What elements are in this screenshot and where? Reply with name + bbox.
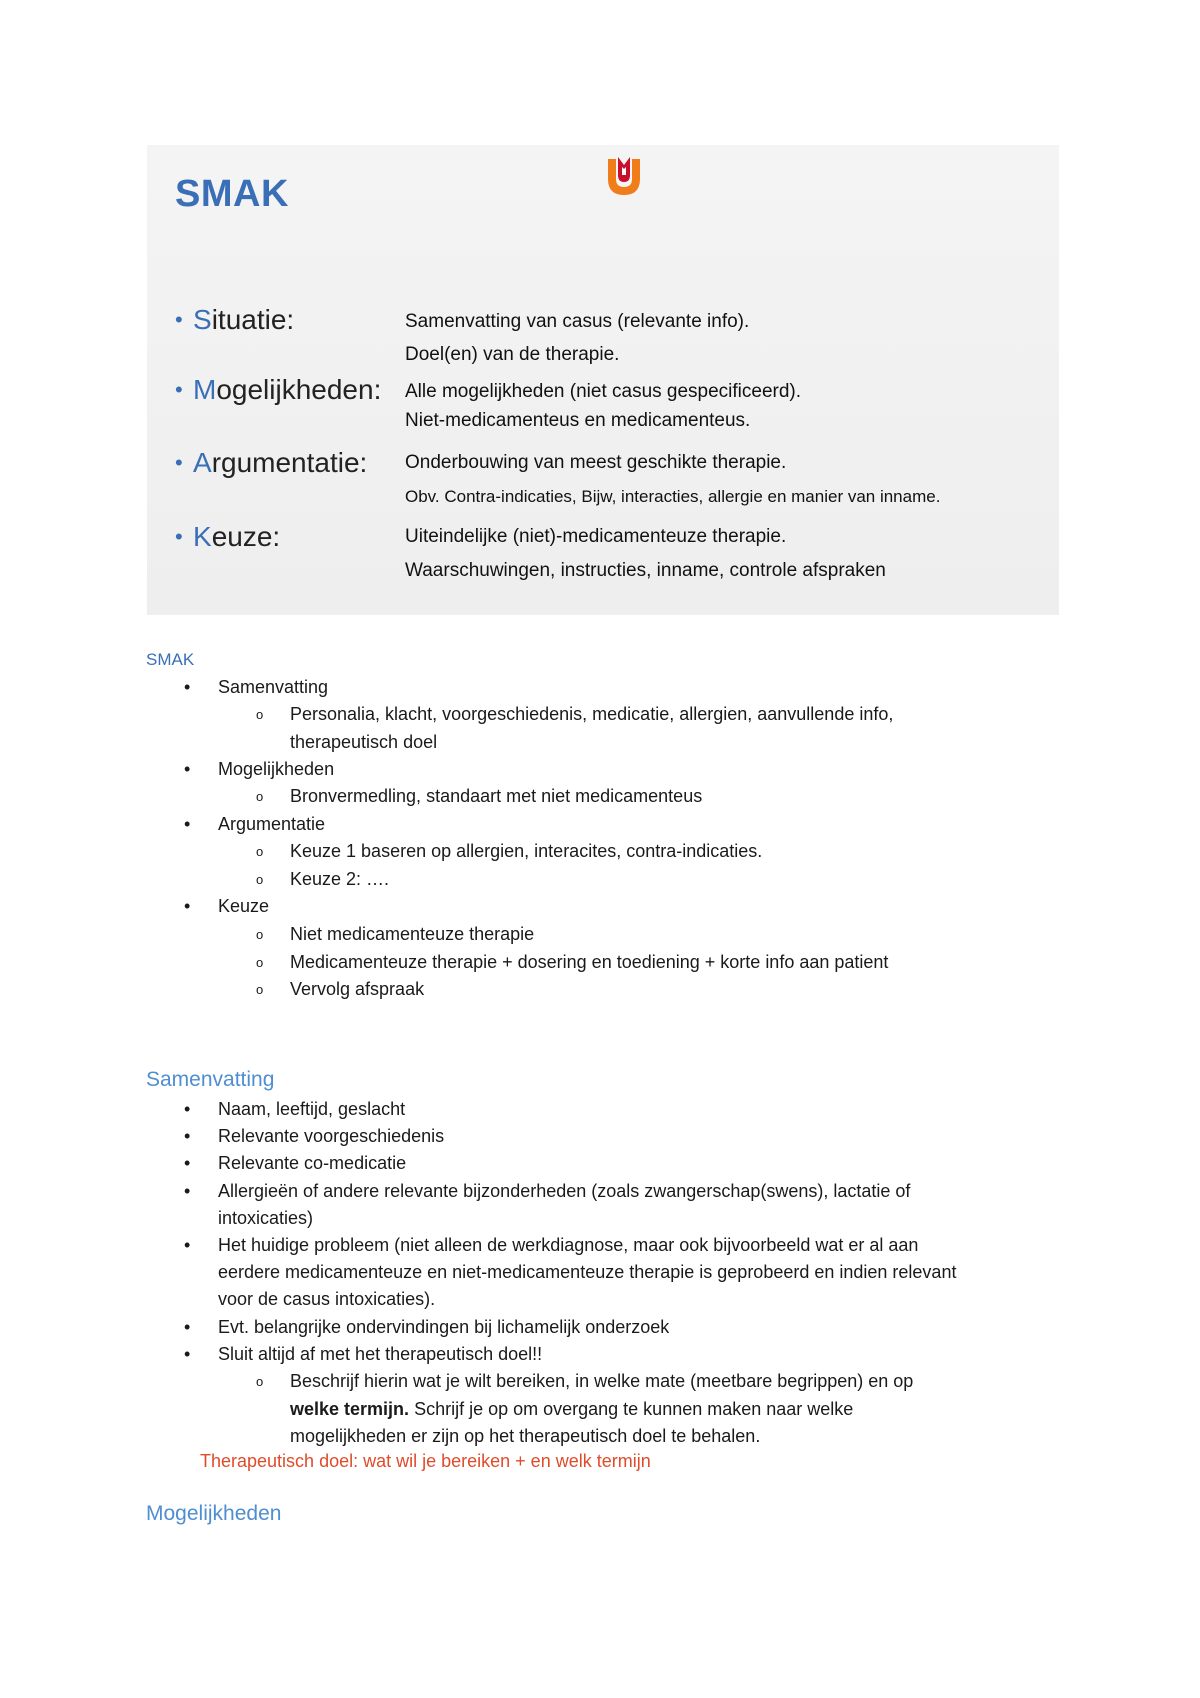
bullet-icon: • xyxy=(184,1153,191,1173)
bullet-icon: • xyxy=(184,1099,191,1119)
bullet-icon: • xyxy=(184,1235,191,1255)
sub-list-item: o Vervolg afspraak xyxy=(290,976,424,1003)
slide-bullet: • xyxy=(175,377,183,402)
slide-title: SMAK xyxy=(175,173,289,215)
slide-desc: Uiteindelijke (niet)-medicamenteuze therapie. xyxy=(405,526,787,547)
list-item-continued: voor de casus intoxicaties). xyxy=(218,1289,436,1309)
sub-list-item: o Keuze 2: …. xyxy=(290,866,389,893)
sub-list-item-continued: welke termijn. Schrijf je op om overgang te kunnen maken naar welke xyxy=(290,1399,854,1419)
list-item: • Sluit altijd af met het therapeutisch doel!! xyxy=(218,1341,542,1368)
slide-bullet: • xyxy=(175,524,183,549)
list-item: • Relevante voorgeschiedenis xyxy=(218,1123,444,1150)
circle-bullet-icon: o xyxy=(256,927,264,942)
list-item: • Keuze xyxy=(218,893,269,920)
list-item: • Het huidige probleem (niet alleen de werkdiagnose, maar ook bijvoorbeeld wat er al aan xyxy=(218,1232,918,1259)
slide-term: Argumentatie: xyxy=(193,447,368,478)
sub-list-item: o Medicamenteuze therapie + dosering en toediening + korte info aan patient xyxy=(290,949,888,976)
slide-desc: Niet-medicamenteus en medicamenteus. xyxy=(405,410,751,431)
slide-desc: Doel(en) van de therapie. xyxy=(405,344,620,365)
circle-bullet-icon: o xyxy=(256,1374,264,1389)
circle-bullet-icon: o xyxy=(256,982,264,997)
circle-bullet-icon: o xyxy=(256,872,264,887)
circle-bullet-icon: o xyxy=(256,707,264,722)
list-item: • Mogelijkheden xyxy=(218,756,334,783)
list-item: • Allergieën of andere relevante bijzonderheden (zoals zwangerschap(swens), lactatie of xyxy=(218,1178,910,1205)
slide-term: Keuze: xyxy=(193,521,281,552)
slide-bullet: • xyxy=(175,307,183,332)
list-item: • Evt. belangrijke ondervindingen bij lichamelijk onderzoek xyxy=(218,1314,669,1341)
mogelijkheden-heading: Mogelijkheden xyxy=(146,1502,282,1525)
bullet-icon: • xyxy=(184,896,191,916)
sub-list-item-continued: therapeutisch doel xyxy=(290,732,438,752)
slide-bullet: • xyxy=(175,450,183,475)
sub-list-item: o Beschrijf hierin wat je wilt bereiken, in welke mate (meetbare begrippen) en op xyxy=(290,1368,913,1395)
list-item: • Argumentatie xyxy=(218,811,325,838)
bullet-icon: • xyxy=(184,677,191,697)
samenvatting-heading: Samenvatting xyxy=(146,1068,275,1091)
slide-desc: Waarschuwingen, instructies, inname, controle afspraken xyxy=(405,560,886,581)
slide-desc: Samenvatting van casus (relevante info). xyxy=(405,311,750,332)
bullet-icon: • xyxy=(184,759,191,779)
slide-desc: Obv. Contra-indicaties, Bijw, interacties, allergie en manier van inname. xyxy=(405,487,941,506)
sub-list-item: o Personalia, klacht, voorgeschiedenis, medicatie, allergien, aanvullende info, xyxy=(290,701,893,728)
slide-desc: Onderbouwing van meest geschikte therapie. xyxy=(405,452,787,473)
slide-term: Situatie: xyxy=(193,304,295,335)
sub-list-item: o Niet medicamenteuze therapie xyxy=(290,921,534,948)
therapeutisch-doel-note: Therapeutisch doel: wat wil je bereiken + en welk termijn xyxy=(200,1451,651,1471)
bullet-icon: • xyxy=(184,1126,191,1146)
list-item: • Naam, leeftijd, geslacht xyxy=(218,1096,405,1123)
list-item: • Samenvatting xyxy=(218,674,328,701)
sub-list-item: o Keuze 1 baseren op allergien, interacites, contra-indicaties. xyxy=(290,838,762,865)
bullet-icon: • xyxy=(184,1344,191,1364)
list-item: • Relevante co-medicatie xyxy=(218,1150,406,1177)
smak-heading: SMAK xyxy=(146,650,195,669)
slide-term: Mogelijkheden: xyxy=(193,374,382,405)
bullet-icon: • xyxy=(184,1317,191,1337)
circle-bullet-icon: o xyxy=(256,844,264,859)
circle-bullet-icon: o xyxy=(256,955,264,970)
bullet-icon: • xyxy=(184,1181,191,1201)
list-item-continued: intoxicaties) xyxy=(218,1208,314,1228)
list-item-continued: eerdere medicamenteuze en niet-medicamenteuze therapie is geprobeerd en indien relevant xyxy=(218,1262,957,1282)
sub-list-item: o Bronvermedling, standaart met niet medicamenteus xyxy=(290,783,702,810)
circle-bullet-icon: o xyxy=(256,789,264,804)
slide-desc: Alle mogelijkheden (niet casus gespecificeerd). xyxy=(405,381,802,402)
bullet-icon: • xyxy=(184,814,191,834)
smak-slide-image xyxy=(147,145,1059,615)
sub-list-item-continued: mogelijkheden er zijn op het therapeutisch doel te behalen. xyxy=(290,1426,761,1446)
tulip-logo-icon xyxy=(605,153,643,199)
